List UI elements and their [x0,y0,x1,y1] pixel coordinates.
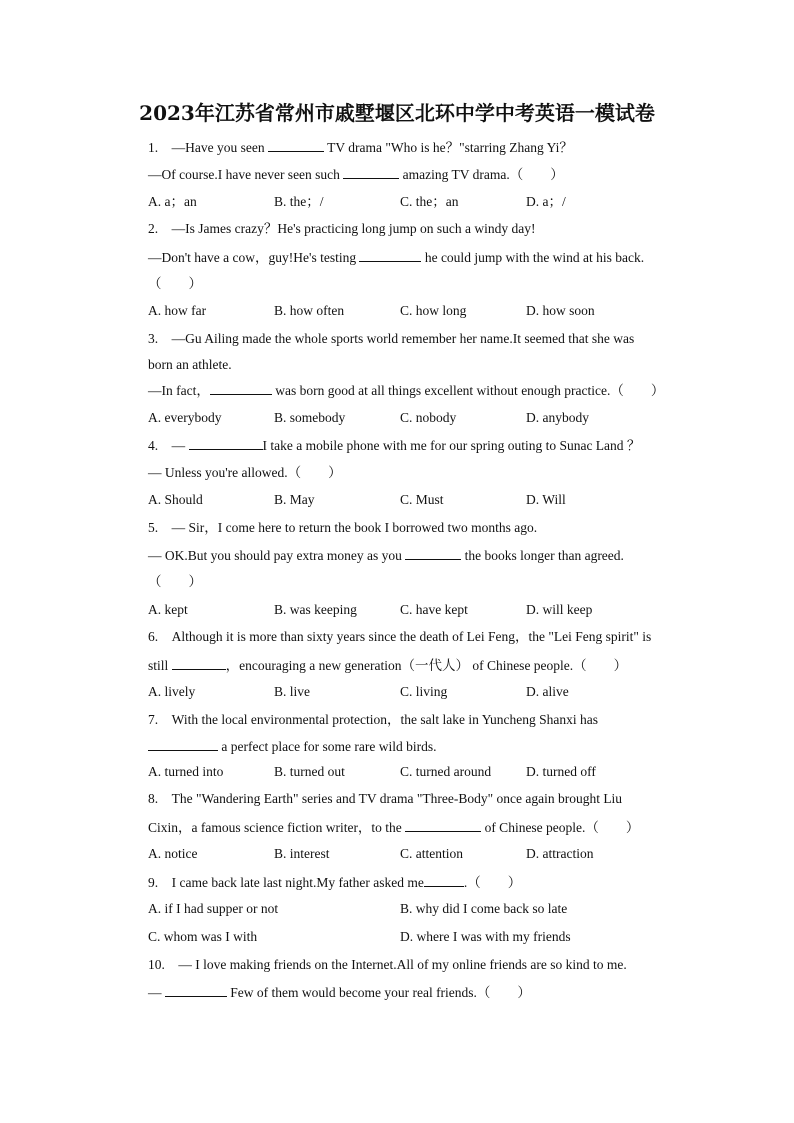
answer-blank [148,737,218,751]
question-4-option-c[interactable]: C. Must [400,492,444,507]
question-1-text-a: 1. —Have you seen [148,140,268,155]
answer-blank [210,381,272,395]
question-1-option-a[interactable]: A. a；an [148,194,197,209]
answer-blank [172,656,226,670]
question-2-text-b: he could jump with the wind at his back. [421,250,645,265]
question-6-line-1: 6. Although it is more than sixty years since the death of Lei Feng，the "Lei Feng spirit" is [148,629,652,644]
question-5-line-2 [148,546,624,565]
question-6-text-a: still [148,658,172,673]
question-2-option-b[interactable]: B. how often [274,303,345,318]
question-1-line-1 [148,138,573,157]
question-3-option-a[interactable]: A. everybody [148,410,222,425]
question-8-line-2 [148,818,639,837]
question-4-line-1 [148,436,640,455]
question-5-option-d[interactable]: D. will keep [526,602,593,617]
question-9-option-a[interactable]: A. if I had supper or not [148,901,279,916]
question-2-option-c[interactable]: C. how long [400,303,467,318]
question-1-text-b: TV drama "Who is he？"starring Zhang Yi？ [323,140,573,155]
question-7-option-a[interactable]: A. turned into [148,764,224,779]
question-5-option-a[interactable]: A. kept [148,602,188,617]
answer-blank [405,546,461,560]
question-4-text-a: 4. — [148,438,189,453]
question-2-option-a[interactable]: A. how far [148,303,207,318]
question-10-line-1: 10. — I love making friends on the Internet.All of my online friends are so kind to me. [148,957,627,972]
question-7-option-b[interactable]: B. turned out [274,764,345,779]
question-9-text-a: 9. I came back late last night.My father asked me [148,875,424,890]
question-6-option-c[interactable]: C. living [400,684,448,699]
question-5-line-3: （ ） [148,574,202,589]
question-7-line-1: 7. With the local environmental protection，the salt lake in Yuncheng Shanxi has [148,712,598,727]
answer-blank [405,818,481,832]
answer-blank [359,248,421,262]
question-8-line-1: 8. The "Wandering Earth" series and TV drama "Three-Body" once again brought Liu [148,791,623,806]
question-4-line-2: — Unless you're allowed.（ ） [148,465,342,480]
question-8-option-b[interactable]: B. interest [274,846,330,861]
question-3-option-c[interactable]: C. nobody [400,410,457,425]
answer-blank [424,873,464,887]
question-10-text-a: — [148,985,165,1000]
question-3-option-b[interactable]: B. somebody [274,410,346,425]
question-2-line-2 [148,248,644,267]
question-9-option-b[interactable]: B. why did I come back so late [400,901,568,916]
answer-blank [343,165,399,179]
question-5-option-c[interactable]: C. have kept [400,602,468,617]
question-9-text-b: .（ ） [463,875,522,890]
question-9-line-1 [148,873,521,892]
question-6-option-d[interactable]: D. alive [526,684,569,699]
question-1-option-d[interactable]: D. a；/ [526,194,566,209]
question-7-option-c[interactable]: C. turned around [400,764,492,779]
question-2-line-1: 2. —Is James crazy？He's practicing long jump on such a windy day! [148,221,536,236]
answer-blank [268,138,324,152]
question-8-option-a[interactable]: A. notice [148,846,198,861]
question-7-text-b: a perfect place for some rare wild birds. [218,739,437,754]
answer-blank [189,436,263,450]
question-9-option-d[interactable]: D. where I was with my friends [400,929,571,944]
question-3-text-a: —In fact， [148,383,210,398]
question-5-line-1: 5. — Sir，I come here to return the book I borrowed two months ago. [148,520,538,535]
answer-blank [165,983,227,997]
page-title: 2023年江苏省常州市戚墅堰区北环中学中考英语一模试卷 [139,101,655,125]
question-7-line-2 [148,737,437,756]
question-3-line-2: born an athlete. [148,357,232,372]
question-5-text-a: — OK.But you should pay extra money as you [148,548,406,563]
question-1-option-b[interactable]: B. the；/ [274,194,324,209]
question-6-line-2 [148,656,627,675]
question-10-text-b: Few of them would become your real friends.（ ） [226,985,531,1000]
question-10-line-2 [148,983,531,1002]
question-4-text-b: I take a mobile phone with me for our spring outing to Sunac Land ？ [262,438,641,453]
question-3-line-1: 3. —Gu Ailing made the whole sports world remember her name.It seemed that she was [148,331,635,346]
question-2-text-a: —Don't have a cow，guy!He's testing [148,250,360,265]
question-1-line-2 [148,165,564,184]
question-6-option-b[interactable]: B. live [274,684,310,699]
question-6-text-b: ，encouraging a new generation（一代人） of Chinese people.（ ） [225,658,628,673]
question-8-text-b: of Chinese people.（ ） [481,820,640,835]
question-8-option-d[interactable]: D. attraction [526,846,594,861]
question-3-text-b: was born good at all things excellent without enough practice.（ ） [271,383,665,398]
question-9-option-c[interactable]: C. whom was I with [148,929,258,944]
question-7-option-d[interactable]: D. turned off [526,764,596,779]
question-3-line-3 [148,381,664,400]
question-4-option-d[interactable]: D. Will [526,492,566,507]
question-6-option-a[interactable]: A. lively [148,684,196,699]
question-3-option-d[interactable]: D. anybody [526,410,589,425]
question-1-option-c[interactable]: C. the；an [400,194,459,209]
question-8-option-c[interactable]: C. attention [400,846,463,861]
question-4-option-b[interactable]: B. May [274,492,315,507]
question-1-text-c: —Of course.I have never seen such [148,167,344,182]
question-8-text-a: Cixin，a famous science fiction writer，to the [148,820,406,835]
question-5-option-b[interactable]: B. was keeping [274,602,357,617]
question-4-option-a[interactable]: A. Should [148,492,203,507]
question-5-text-b: the books longer than agreed. [461,548,624,563]
question-2-option-d[interactable]: D. how soon [526,303,595,318]
question-1-text-d: amazing TV drama.（ ） [399,167,564,182]
question-2-line-3: （ ） [148,276,202,291]
